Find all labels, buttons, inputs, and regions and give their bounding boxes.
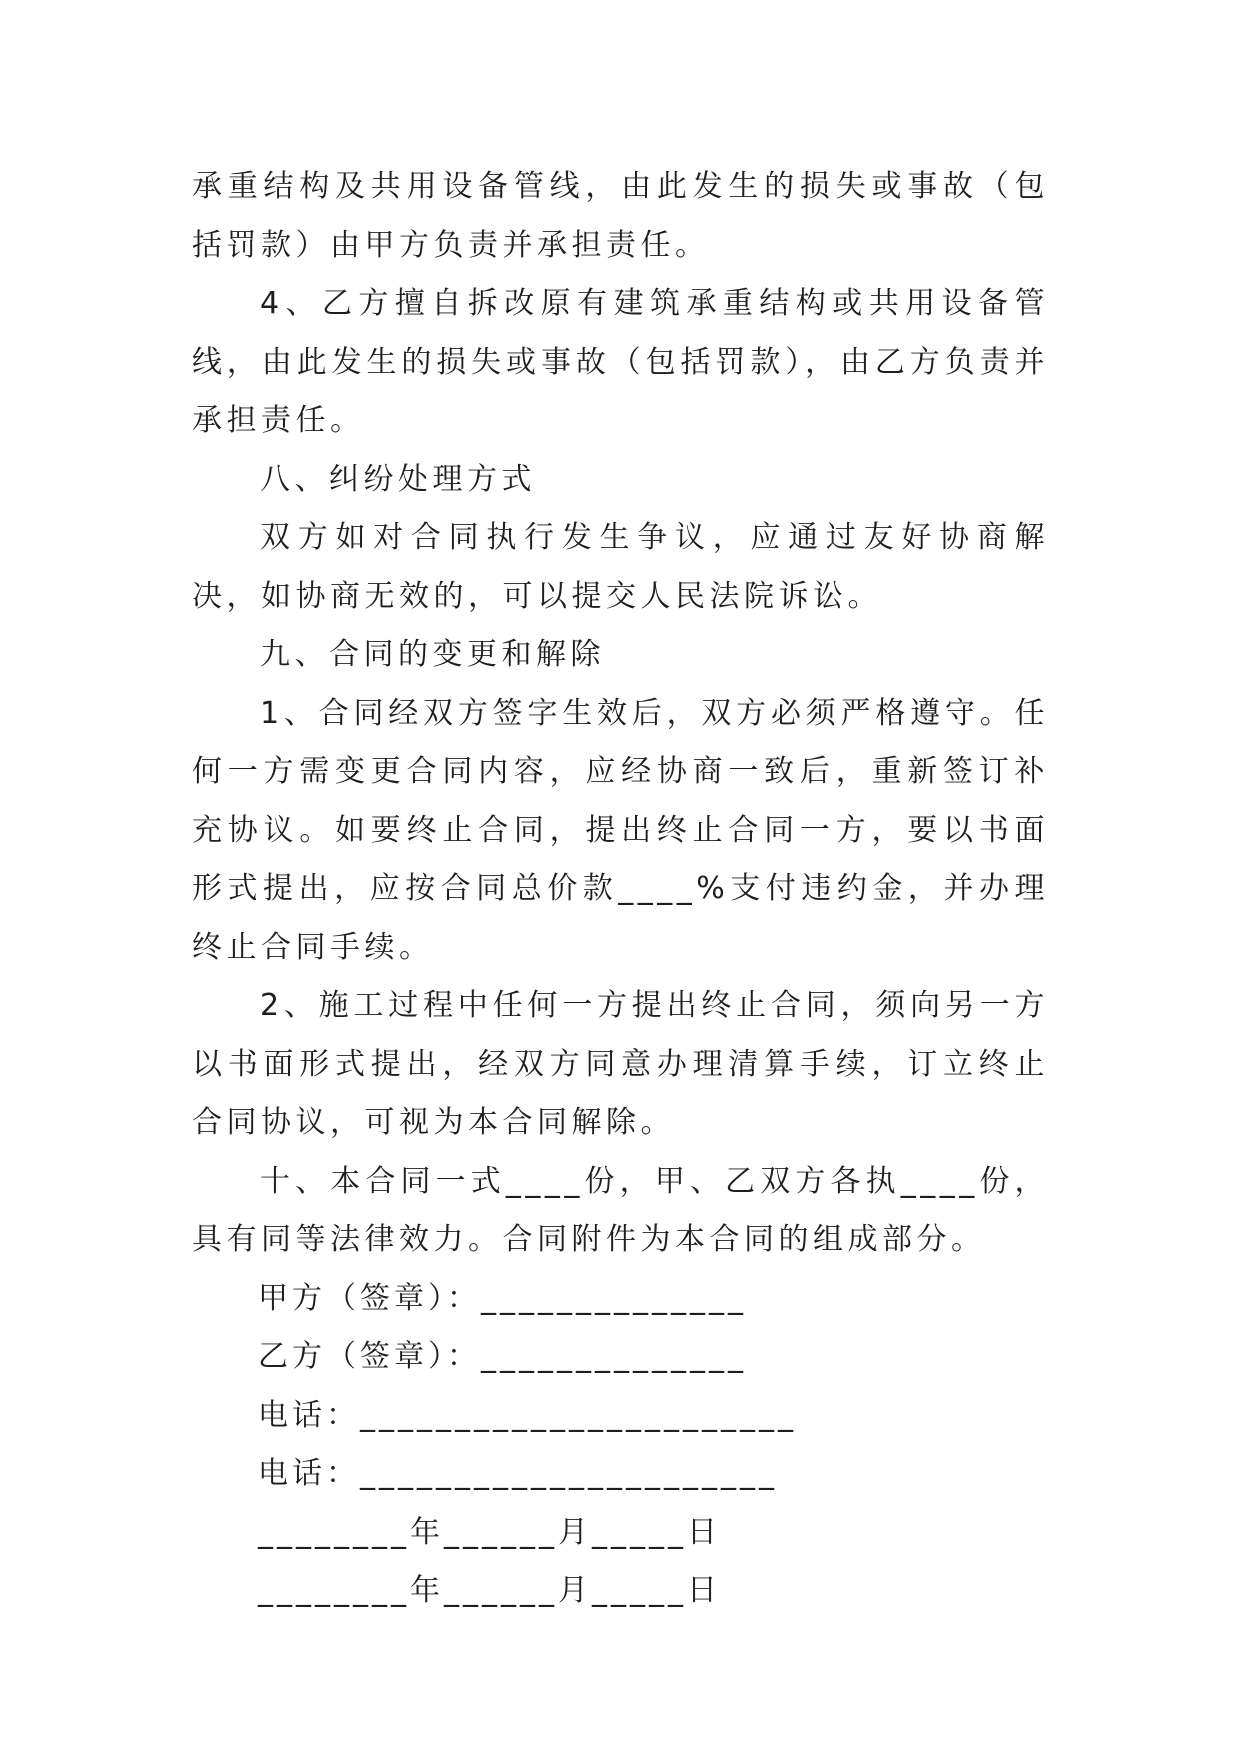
date-line-1: ________年______月_____日 [258, 1514, 721, 1550]
date-line-2: ________年______月_____日 [258, 1573, 721, 1608]
paragraph-change-clause-1: 1、合同经双方签字生效后，双方必须严格遵守。任何一方需变更合同内容，应经协商一致后，重新签订补充协议。如要终止合同，提出终止合同一方，要以书面形式提出，应按合同总价款____%支付违约金，并办理终止合同手续。 [192, 695, 1049, 965]
signature-party-b: 乙方（签章）：______________ [258, 1339, 747, 1374]
paragraph-dispute-resolution: 双方如对合同执行发生争议，应通过友好协商解决，如协商无效的，可以提交人民法院诉讼。 [192, 520, 1049, 614]
signature-party-a: 甲方（签章）：______________ [258, 1280, 747, 1316]
paragraph-liability-party-a: 承重结构及共用设备管线，由此发生的损失或事故（包括罚款）由甲方负责并承担责任。 [192, 169, 1049, 263]
phone-line-1: 电话：_______________________ [258, 1397, 797, 1433]
paragraph-copies-clause: 十、本合同一式____份，甲、乙双方各执____份，具有同等法律效力。合同附件为本合同的组成部分。 [192, 1163, 1049, 1257]
paragraph-change-clause-2: 2、施工过程中任何一方提出终止合同，须向另一方以书面形式提出，经双方同意办理清算手续，订立终止合同协议，可视为本合同解除。 [192, 988, 1049, 1140]
heading-dispute-resolution: 八、纠纷处理方式 [260, 461, 536, 497]
phone-line-2: 电话：______________________ [258, 1456, 778, 1491]
paragraph-clause-4: 4、乙方擅自拆改原有建筑承重结构或共用设备管线，由此发生的损失或事故（包括罚款），由乙方负责并承担责任。 [192, 286, 1049, 438]
heading-change-termination: 九、合同的变更和解除 [260, 637, 605, 672]
document-body [192, 158, 1049, 1621]
